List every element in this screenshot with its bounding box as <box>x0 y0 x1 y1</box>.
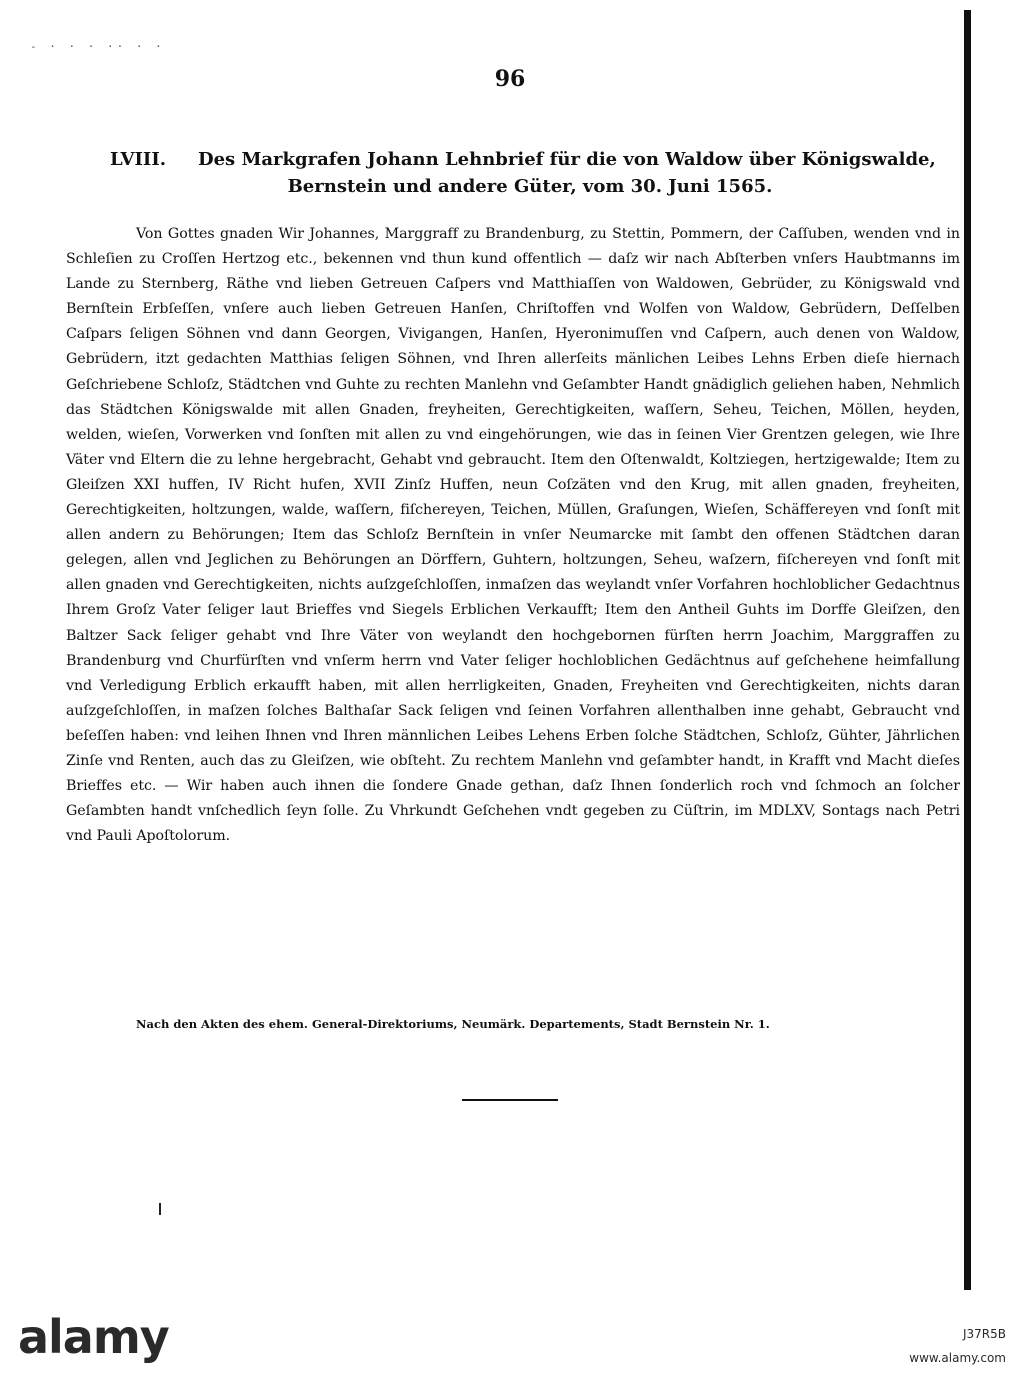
scan-mark <box>159 1203 161 1215</box>
heading-line-2: Bernstein und andere Güter, vom 30. Juni 1565. <box>287 176 773 197</box>
page-number: 96 <box>494 66 526 92</box>
page-edge-rule <box>964 10 971 1290</box>
document-heading <box>110 146 950 200</box>
end-divider <box>462 1099 558 1101</box>
document-body <box>66 222 960 849</box>
heading-line-1: Des Markgrafen Johann Lehnbrief für die von Waldow über Königswalde, <box>198 149 936 170</box>
scan-specks: - · · · ·· · · <box>30 40 165 53</box>
watermark-logo: alamy <box>18 1310 169 1364</box>
watermark-image-id: J37R5B <box>962 1327 1006 1341</box>
source-citation: Nach den Akten des ehem. General-Direktoriums, Neumärk. Departements, Stadt Bernstein Nr. 1. <box>136 1017 770 1031</box>
body-paragraph: Von Gottes gnaden Wir Johannes, Marggraff zu Brandenburg, zu Stettin, Pommern, der Caſſuben, wenden vnd in Schleſien zu Croſſen Hertzog etc., bekennen vnd thun kund offentlich — daſz wir nach Abſterben vnſers Haubtmanns im Lande zu Sternberg, Räthe vnd lieben Getreuen Caſpers vnd Matthiaſſen von Waldowen, Gebrüder, zu Königswald vnd Bernſtein Erbſeſſen, vnſere auch lieben Getreuen Hanſen, Chriſtoffen vnd Wolfen von Waldow, Gebrüdern, Deſſelben Caſpars ſeligen Söhnen vnd dann Georgen, Vivigangen, Hanſen, Hyeronimuſſen vnd Caſpern, auch denen von Waldow, Gebrüdern, itzt gedachten Matthias ſeligen Söhnen, vnd Ihren allerſeits mänlichen Leibes Lehns Erben dieſe hiernach Geſchriebene Schloſz, Städtchen vnd Guhte zu rechten Manlehn vnd Geſambter Handt gnädiglich geliehen haben, Nehmlich das Städtchen Königswalde mit allen Gnaden, freyheiten, Gerechtigkeiten, waſſern, Seheu, Teichen, Möllen, heyden, welden, wieſen, Vorwerken vnd ſonſten mit allen zu vnd eingehörungen, wie das in ſeinen Vier Grentzen gelegen, wie Ihre Väter vnd Eltern die zu lehne hergebracht, Gehabt vnd gebraucht. Item den Oſtenwaldt, Koltziegen, hertzigewalde; Item zu Gleiſzen XXI huffen, IV Richt hufen, XVII Zinſz Huffen, neun Coſzäten vnd den Krug, mit allen gnaden, freyheiten, Gerechtigkeiten, holtzungen, walde, waſſern, fiſchereyen, Teichen, Müllen, Graſungen, Wieſen, Schäffereyen vnd ſonſt mit allen andern zu Behörungen; Item das Schloſz Bernſtein in vnſer Neumarcke mit ſambt den offenen Städtchen daran gelegen, allen vnd Jeglichen zu Behörungen an Dörffern, Guhtern, holtzungen, Seheu, waſzern, fiſchereyen vnd ſonſt mit allen gnaden vnd Gerechtigkeiten, nichts auſzgeſchloſſen, inmaſzen das weylandt vnſer Vorfahren hochloblicher Gedachtnus Ihrem Groſz Vater ſeliger laut Brieffes vnd Siegels Erblichen Verkaufft; Item den Antheil Guhts im Dorffe Gleiſzen, den Baltzer Sack ſeliger gehabt vnd Ihre Väter von weylandt den hochgebornen fürſten herrn Joachim, Marggraffen zu Brandenburg vnd Churfürſten vnd vnſerm herrn vnd Vater ſeliger hochloblichen Gedächtnus auf geſchehene heimfallung vnd Verledigung Erblich erkaufft haben, mit allen herrligkeiten, Gnaden, Freyheiten vnd Gerechtigkeiten, nichts daran auſzgeſchloſſen, in maſzen ſolches Balthaſar Sack ſeligen vnd ſeinen Vorfahren allenthalben inne gehabt, Gebraucht vnd beſeſſen haben: vnd leihen Ihnen vnd Ihren männlichen Leibes Lehens Erben ſolche Städtchen, Schloſz, Gühter, Jährlichen Zinſe vnd Renten, auch das zu Gleiſzen, wie obſteht. Zu rechtem Manlehn vnd geſambter handt, in Krafft vnd Macht dieſes Brieffes etc. — Wir haben auch ihnen die ſondere Gnade gethan, daſz Ihnen ſonderlich roch vnd ſchmoch an ſolcher Geſambten handt vnſchedlich ſeyn ſolle. Zu Vhrkundt Geſchehen vndt gegeben zu Cüſtrin, im MDLXV, Sontags nach Petri vnd Pauli Apoſtolorum. <box>66 226 960 845</box>
document-number: LVIII. <box>110 149 167 170</box>
watermark-url: www.alamy.com <box>909 1351 1006 1365</box>
